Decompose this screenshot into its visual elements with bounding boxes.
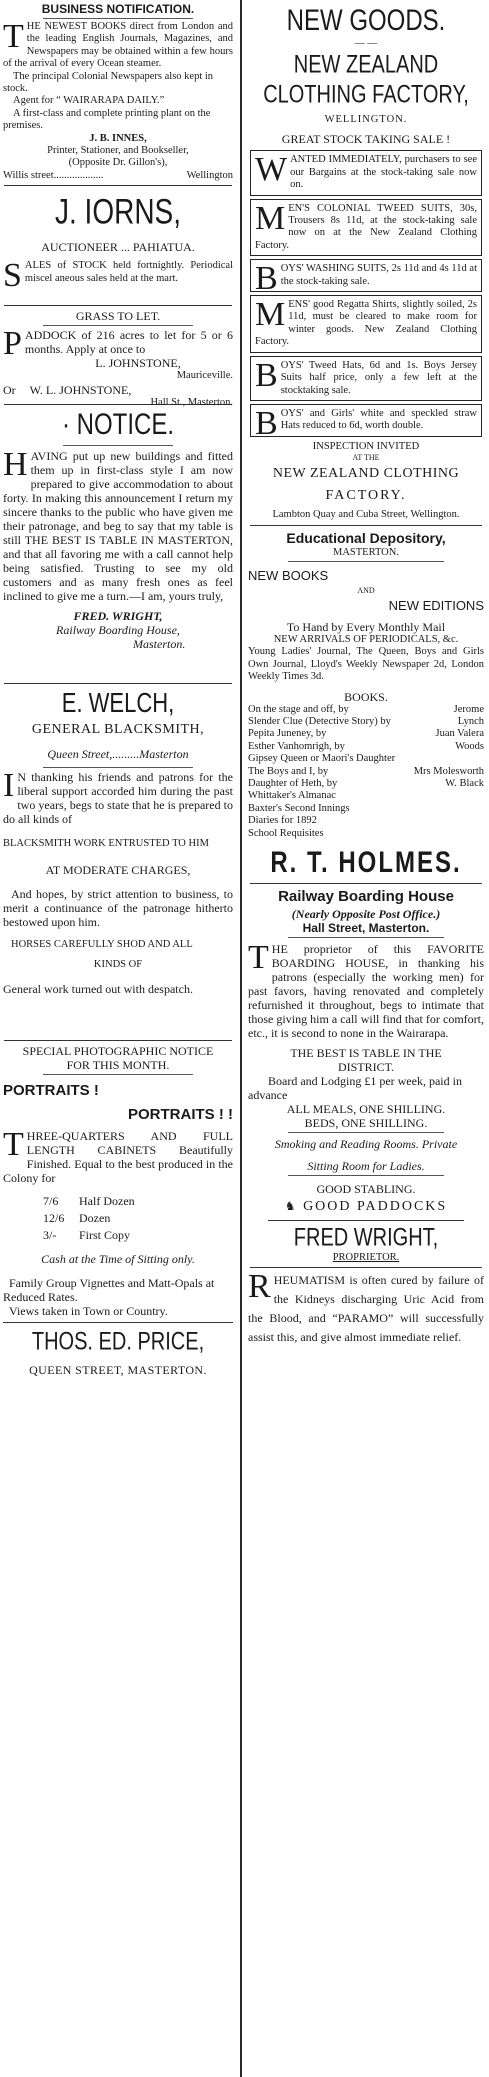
notice-line2: Masterton. bbox=[133, 637, 186, 652]
price-value: 3/- bbox=[43, 1228, 57, 1243]
innes-text: HE NEWEST BOOKS direct from London and the leading English Journals, Magazines, and Newspapers may be obtained within a few hours of the arrival of every Ocean steamer. bbox=[3, 21, 233, 70]
ad-new-goods: NEW GOODS. — — NEW ZEALAND CLOTHING FACTORY, WELLINGTON. GREAT STOCK TAKING SALE ! WANTED IMMEDIATELY, purchasers to see our Bargains at the stock-taking sale now on. MEN'S COLONIAL TWEED SUITS, 30s, Trousers 8s 11d, at the stock-taking sale now on at the New Zealand Clothing Factory. BOYS' WASHING SUITS, 2s 11d and 4s 11d at the stock-taking sale. MENS' good Regatta Shirts, slightly soiled, 2s 11d, must be cleared to make room for winter goods. New Zealand Clothing Factory. BOYS' Tweed Hats, 6d and 1s. Boys Jersey Suits half price, only a few left at the stocktaking sale. BOYS' and Girls' white and speckled straw Hats reduced to 6d, worth double. INSPECTION INVITED AT THE NEW ZEALAND CLOTHING FACTORY. Lambton Quay and Cuba Street, Wellington. bbox=[246, 4, 486, 522]
book-title: Baxter's Second Innings bbox=[248, 802, 350, 814]
book-title: Gipsey Queen or Maori's Daughter bbox=[248, 753, 396, 765]
goods-item-dropcap: W bbox=[255, 151, 288, 189]
book-author: Jerome bbox=[453, 703, 484, 715]
photo-name: THOS. ED. PRICE, bbox=[31, 1328, 205, 1357]
grass-heading: GRASS TO LET. bbox=[75, 309, 161, 324]
edu-newbooks: NEW BOOKS bbox=[248, 567, 329, 583]
notice-line1: Railway Boarding House, bbox=[56, 623, 180, 638]
grass-name1: L. JOHNSTONE, bbox=[95, 356, 181, 371]
book-row bbox=[248, 716, 484, 728]
price-row bbox=[43, 1193, 233, 1210]
innes-addr-left: Willis street................... bbox=[3, 169, 104, 181]
welch-charges: AT MODERATE CHARGES, bbox=[45, 862, 191, 877]
railway-heading: Railway Boarding House bbox=[278, 888, 454, 906]
photo-portraits1: PORTRAITS ! bbox=[3, 1082, 99, 1100]
welch-kinds: KINDS OF bbox=[93, 959, 143, 971]
goods-item-dropcap: B bbox=[255, 260, 278, 298]
innes-addr-right: Wellington bbox=[186, 169, 233, 181]
book-row bbox=[248, 828, 484, 840]
book-title: Daughter of Heth, by bbox=[248, 778, 338, 789]
goods-at: AT THE bbox=[352, 453, 380, 463]
iorns-text: ALES of STOCK held fortnightly. Periodical miscel aneous sales held at the mart. bbox=[24, 260, 233, 284]
goods-item-text: OYS' and Girls' white and speckled straw Hats reduced to 6d, worth double. bbox=[280, 407, 477, 432]
innes-heading: BUSINESS NOTIFICATION. bbox=[41, 2, 195, 16]
photo-views: Views taken in Town or Country. bbox=[9, 1304, 168, 1319]
photo-addr: QUEEN STREET, MASTERTON. bbox=[29, 1363, 207, 1378]
book-author: Mrs Molesworth bbox=[413, 765, 484, 777]
notice-text: AVING put up new buildings and fitted them up in first-class style I am now prepared to give accommodation to about forty. In making this announcement I return my sincere thanks to the public who have given me their patronage, and beg to say that my table is still THE BEST IS TABLE IN MASTERTON, and that all favoring me with a call cannot help being satisfied. Trusting to see my old customers and as many fresh ones as feel inclined to give me a turn.—I am, yours truly, bbox=[3, 449, 233, 604]
book-row bbox=[248, 778, 484, 790]
ad-educational bbox=[246, 529, 486, 881]
goods-nz: NEW ZEALAND bbox=[293, 51, 439, 79]
welch-work: BLACKSMITH WORK ENTRUSTED TO HIM bbox=[3, 838, 209, 850]
column-divider bbox=[240, 0, 242, 2077]
welch-text: N thanking his friends and patrons for the liberal support accorded him during the past two years, begs to state that he is prepared to do all kinds of bbox=[3, 770, 233, 827]
edu-editions: NEW EDITIONS bbox=[388, 597, 484, 613]
innes-colonial: The principal Colonial Newspapers also kept in stock. bbox=[3, 70, 214, 95]
goods-item bbox=[250, 199, 482, 257]
book-row bbox=[248, 704, 484, 716]
book-title: Slender Clue (Detective Story) by bbox=[248, 715, 391, 727]
welch-horses: HORSES CAREFULLY SHOD AND ALL bbox=[11, 938, 193, 950]
book-author: Lynch bbox=[457, 715, 484, 727]
ad-welch bbox=[0, 687, 236, 1037]
book-title: School Requisites bbox=[248, 827, 324, 839]
price-list bbox=[43, 1193, 233, 1244]
book-row bbox=[248, 815, 484, 827]
price-value: 7/6 bbox=[43, 1194, 59, 1209]
ad-notice bbox=[0, 408, 236, 680]
grass-dropcap: P bbox=[3, 325, 22, 363]
ad-innes bbox=[0, 2, 236, 182]
book-row bbox=[248, 741, 484, 753]
price-row bbox=[43, 1210, 233, 1227]
photo-cash: Cash at the Time of Sitting only. bbox=[41, 1252, 195, 1267]
rheum-dropcap: R bbox=[248, 1268, 271, 1306]
goods-city: WELLINGTON. bbox=[324, 114, 408, 125]
innes-line1: Printer, Stationer, and Bookseller, bbox=[47, 145, 189, 157]
railway-best1: THE BEST IS TABLE IN THE bbox=[290, 1046, 442, 1061]
grass-place1: Mauriceville. bbox=[176, 370, 233, 382]
railway-addr: Hall Street, Masterton. bbox=[302, 921, 430, 936]
book-title: Esther Vanhomrigh, by bbox=[248, 740, 345, 752]
welch-general: General work turned out with despatch. bbox=[3, 981, 193, 996]
notice-dropcap: H bbox=[3, 446, 28, 484]
grass-or: Or bbox=[3, 382, 16, 397]
iorns-sub: AUCTIONEER ... PAHIATUA. bbox=[41, 240, 195, 255]
book-row bbox=[248, 728, 484, 740]
book-title: Diaries for 1892 bbox=[248, 815, 317, 827]
left-column bbox=[0, 0, 236, 1377]
photo-heading1: SPECIAL PHOTOGRAPHIC NOTICE bbox=[22, 1044, 214, 1059]
book-title: On the stage and off, by bbox=[248, 703, 349, 715]
price-label: Dozen bbox=[79, 1211, 111, 1226]
rheum-text: HEUMATISM is often cured by failure of the Kidneys discharging Uric Acid from the Blood, and “PARAMO” will successfully assist this, and give almost immediate relief. bbox=[248, 1273, 484, 1345]
edu-books: BOOKS. bbox=[344, 689, 388, 704]
edu-list: Young Ladies' Journal, The Queen, Boys and Girls Own Journal, Lloyd's Weekly Newspaper 2d, London Weekly Times 3d. bbox=[248, 646, 484, 683]
railway-sitting: Sitting Room for Ladies. bbox=[307, 1159, 425, 1174]
book-row bbox=[248, 766, 484, 778]
price-row bbox=[43, 1227, 233, 1244]
railway-board: Board and Lodging £1 per week, paid in advance bbox=[248, 1074, 462, 1103]
railway-sub: (Nearly Opposite Post Office.) bbox=[291, 907, 441, 922]
railway-dropcap: T bbox=[248, 939, 269, 977]
goods-item-text: OYS' Tweed Hats, 6d and 1s. Boys Jersey Suits half price, only a few left at the stocktaking sale. bbox=[280, 359, 477, 396]
goods-item-text: ENS' good Regatta Shirts, slightly soiled, 2s 11d, must be cleared to make room for winter goods. New Zealand Clothing Factory. bbox=[255, 299, 477, 348]
goods-item-dropcap: B bbox=[255, 404, 278, 442]
price-value: 12/6 bbox=[43, 1211, 65, 1226]
goods-item bbox=[250, 259, 482, 298]
railway-beds: BEDS, ONE SHILLING. bbox=[304, 1116, 428, 1131]
book-row bbox=[248, 790, 484, 802]
book-row bbox=[248, 753, 484, 765]
welch-addr-right: Masterton bbox=[139, 747, 189, 762]
innes-plant: A first-class and complete printing plant on the premises. bbox=[3, 107, 211, 132]
edu-and: AND bbox=[357, 585, 375, 595]
photo-family: Family Group Vignettes and Matt-Opals at Reduced Rates. bbox=[3, 1276, 215, 1305]
railway-prop: PROPRIETOR. bbox=[332, 1252, 400, 1264]
railway-smoking: Smoking and Reading Rooms. Private bbox=[274, 1137, 458, 1152]
welch-name: E. WELCH, bbox=[61, 687, 175, 719]
iorns-dropcap: S bbox=[3, 257, 22, 295]
goods-invited: INSPECTION INVITED bbox=[312, 440, 420, 452]
edu-book-list bbox=[248, 704, 484, 840]
grass-name2: W. L. JOHNSTONE, bbox=[29, 382, 132, 397]
welch-addr-left: Queen Street,......... bbox=[47, 747, 140, 762]
edu-holmes: R. T. HOLMES. bbox=[270, 845, 462, 880]
edu-hand: To Hand by Every Monthly Mail bbox=[286, 619, 446, 634]
goods-item-dropcap: M bbox=[255, 296, 286, 334]
goods-factory: CLOTHING FACTORY, bbox=[263, 81, 469, 109]
goods-item-text: OYS' WASHING SUITS, 2s 11d and 4s 11d at the stock-taking sale. bbox=[280, 263, 477, 287]
book-author: Juan Valera bbox=[435, 728, 484, 740]
railway-text: HE proprietor of this FAVORITE BOARDING HOUSE, in thanking his patrons (especially the working men) for past favors, having renovated and completely refurnished it throughout, begs to intimate that those giving him a call will find that for comfort, etc., it is second to none in the Wairarapa. bbox=[248, 942, 484, 1041]
welch-title: GENERAL BLACKSMITH, bbox=[31, 722, 205, 738]
book-row bbox=[248, 803, 484, 815]
price-label: Half Dozen bbox=[79, 1194, 135, 1209]
goods-item-text: ANTED IMMEDIATELY, purchasers to see our Bargains at the stock-taking sale now on. bbox=[290, 154, 477, 191]
railway-stabling: GOOD STABLING. bbox=[316, 1182, 416, 1197]
welch-text2: And hopes, by strict attention to business, to merit a continuance of the patronage hitherto bestowed upon him. bbox=[3, 886, 233, 929]
goods-sale: GREAT STOCK TAKING SALE ! bbox=[281, 132, 451, 147]
innes-dropcap: T bbox=[3, 18, 24, 55]
book-title: Pepita Juneney, by bbox=[248, 728, 327, 740]
goods-factory2: FACTORY. bbox=[325, 488, 407, 504]
innes-name: J. B. INNES, bbox=[89, 132, 147, 144]
ad-rheumatism bbox=[246, 1268, 486, 1347]
photo-heading2: FOR THIS MONTH. bbox=[66, 1058, 170, 1073]
railway-name: FRED WRIGHT, bbox=[293, 1224, 439, 1252]
photo-text: HREE-QUARTERS AND FULL LENGTH CABINETS Beautifully Finished. Equal to the best produced in the Colony for bbox=[3, 1129, 233, 1186]
book-author: Woods bbox=[455, 740, 484, 752]
edu-place: MASTERTON. bbox=[333, 546, 399, 558]
goods-item bbox=[250, 404, 482, 442]
grass-place2: Hall St., Masterton. bbox=[150, 396, 233, 408]
ad-railway bbox=[246, 887, 486, 1264]
horse-icon: ♞ bbox=[284, 1199, 298, 1214]
iorns-name: J. IORNS, bbox=[54, 192, 181, 232]
book-author: W. Black bbox=[445, 778, 484, 789]
goods-nz2: NEW ZEALAND CLOTHING bbox=[272, 466, 460, 482]
goods-item-dropcap: M bbox=[255, 199, 286, 237]
ad-iorns bbox=[0, 192, 236, 302]
goods-item bbox=[250, 356, 482, 401]
notice-name: FRED. WRIGHT, bbox=[73, 609, 163, 624]
goods-item-dropcap: B bbox=[255, 356, 278, 394]
railway-meals: ALL MEALS, ONE SHILLING. bbox=[286, 1102, 446, 1117]
edu-arrivals: NEW ARRIVALS OF PERIODICALS, &c. bbox=[273, 633, 459, 645]
innes-agent: Agent for “ WAIRARAPA DAILY.” bbox=[13, 95, 165, 107]
innes-line2: (Opposite Dr. Gillon's), bbox=[68, 157, 168, 169]
book-title: The Boys and I, by bbox=[248, 765, 329, 777]
goods-item bbox=[250, 150, 482, 195]
welch-dropcap: I bbox=[3, 767, 15, 805]
photo-dropcap: T bbox=[3, 1126, 24, 1164]
book-title: Whittaker's Almanac bbox=[248, 790, 336, 802]
ad-grass bbox=[0, 309, 236, 408]
railway-best2: DISTRICT. bbox=[337, 1060, 395, 1075]
grass-text: ADDOCK of 216 acres to let for 5 or 6 months. Apply at once to bbox=[24, 328, 233, 357]
goods-item-text: EN'S COLONIAL TWEED SUITS, 30s, Trousers 8s 11d, at the stock-taking sale now on at the New Zealand Clothing Factory. bbox=[255, 202, 477, 251]
railway-paddocks: GOOD PADDOCKS bbox=[303, 1199, 448, 1215]
photo-portraits2: PORTRAITS ! ! bbox=[128, 1106, 233, 1124]
right-column bbox=[246, 0, 486, 1347]
goods-item bbox=[250, 295, 482, 353]
goods-addr: Lambton Quay and Cuba Street, Wellington. bbox=[272, 509, 460, 521]
goods-heading: NEW GOODS. bbox=[286, 3, 446, 38]
edu-heading: Educational Depository, bbox=[286, 529, 446, 546]
ad-photo bbox=[0, 1044, 236, 1377]
price-label: First Copy bbox=[79, 1228, 131, 1243]
notice-heading: · NOTICE. bbox=[62, 407, 174, 442]
